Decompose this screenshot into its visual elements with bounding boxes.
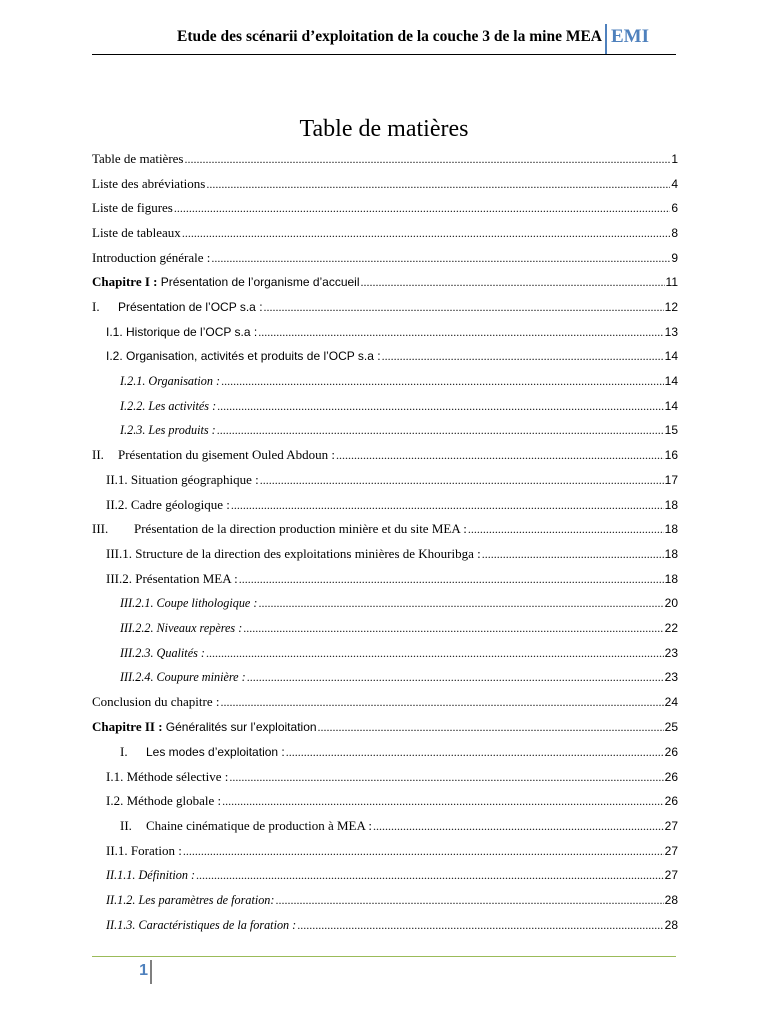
toc-entry-text: [92, 520, 467, 538]
toc-entry-text: [106, 792, 221, 810]
toc-page-number: 8: [671, 226, 678, 240]
toc-entry[interactable]: [92, 520, 678, 542]
toc-entry[interactable]: [92, 768, 678, 790]
toc-entry-text: [106, 768, 228, 786]
toc-dot-leader: [206, 646, 664, 661]
toc-entry[interactable]: [92, 150, 678, 172]
toc-page-number: 17: [664, 473, 678, 487]
toc-page-number: 24: [664, 695, 678, 709]
toc-entry-label: I.1. Méthode sélective :: [106, 769, 229, 784]
toc-page-number: 27: [664, 868, 678, 882]
toc-entry[interactable]: [92, 866, 678, 888]
toc-dot-leader: [297, 918, 663, 933]
toc-entry-number: I.: [120, 744, 128, 759]
toc-entry[interactable]: [92, 298, 678, 320]
header-org: EMI: [611, 26, 649, 47]
toc-dot-leader: [220, 695, 663, 710]
toc-entry-text: [106, 496, 230, 514]
toc-page-number: 25: [664, 720, 678, 734]
toc-page-number: 1: [671, 152, 678, 166]
toc-dot-leader: [260, 473, 664, 488]
toc-entry[interactable]: [92, 743, 678, 765]
toc-page-number: 18: [664, 547, 678, 561]
toc-dot-leader: [183, 844, 664, 859]
toc-entry-label: Liste de figures: [92, 200, 173, 215]
toc-entry-text: [92, 273, 360, 291]
toc-entry-text: [92, 693, 219, 711]
toc-page-number: 26: [664, 794, 678, 808]
toc-entry-label: I.2.3. Les produits :: [120, 423, 216, 437]
toc-entry-text: [92, 298, 263, 316]
toc-dot-leader: [174, 201, 670, 216]
toc-page-number: 14: [664, 349, 678, 363]
toc-page-number: 15: [664, 423, 678, 437]
toc-dot-leader: [196, 868, 664, 883]
toc-entry-label: Chaine cinématique de production à MEA :: [146, 818, 372, 833]
toc-entry-text: [92, 718, 317, 736]
toc-entry[interactable]: [92, 249, 678, 271]
footer-separator: [150, 960, 152, 984]
toc-entry[interactable]: [92, 792, 678, 814]
toc-entry-label: I.2. Organisation, activités et produits de l’OCP s.a :: [106, 349, 381, 363]
toc-dot-leader: [231, 498, 664, 513]
toc-entry-label: II.1. Situation géographique :: [106, 472, 259, 487]
toc-dot-leader: [229, 770, 663, 785]
toc-entry[interactable]: [92, 496, 678, 518]
toc-entry[interactable]: [92, 323, 678, 345]
toc-entry-text: [120, 817, 372, 835]
toc-entry[interactable]: [92, 471, 678, 493]
toc-dot-leader: [243, 621, 663, 636]
toc-dot-leader: [258, 596, 663, 611]
toc-dot-leader: [275, 893, 663, 908]
toc-entry[interactable]: [92, 644, 678, 666]
toc-entry-label: Conclusion du chapitre :: [92, 694, 220, 709]
toc-entry-text: [120, 619, 242, 637]
toc-dot-leader: [258, 325, 663, 340]
toc-entry-text: [120, 397, 216, 415]
toc-entry-text: [106, 471, 259, 489]
toc-entry-text: [92, 224, 181, 242]
toc-dot-leader: [247, 670, 664, 685]
toc-entry-label: Liste des abréviations: [92, 176, 206, 191]
toc-dot-leader: [336, 448, 664, 463]
toc-dot-leader: [221, 374, 664, 389]
toc-entry-label: Présentation de l’OCP s.a :: [118, 300, 263, 314]
toc-entry-label: III.1. Structure de la direction des exploitations minières de Khouribga :: [106, 546, 481, 561]
toc-entry-label: Chapitre I :: [92, 274, 161, 289]
toc-page-number: 27: [664, 819, 678, 833]
toc-dot-leader: [185, 152, 671, 167]
toc-dot-leader: [206, 177, 670, 192]
toc-entry-label: Généralités sur l’exploitation: [165, 720, 317, 734]
toc-entry-text: [106, 570, 238, 588]
toc-entry-text: [92, 150, 184, 168]
toc-entry[interactable]: [92, 693, 678, 715]
toc-page-number: 16: [664, 448, 678, 462]
toc-entry[interactable]: [92, 175, 678, 197]
toc-page-number: 18: [664, 498, 678, 512]
toc-dot-leader: [182, 226, 671, 241]
toc-entry-label: Table de matières: [92, 151, 184, 166]
toc-entry-text: [92, 199, 173, 217]
toc-dot-leader: [468, 522, 664, 537]
toc-entry-label: II.2. Cadre géologique :: [106, 497, 230, 512]
toc-page-number: 13: [664, 325, 678, 339]
toc-entry[interactable]: [92, 372, 678, 394]
toc-dot-leader: [286, 745, 664, 760]
toc-page-number: 12: [664, 300, 678, 314]
toc-entry[interactable]: [92, 668, 678, 690]
toc-entry-label: III.2.2. Niveaux repères :: [120, 621, 243, 635]
toc-dot-leader: [264, 300, 664, 315]
toc-entry-label: Les modes d’exploitation :: [146, 745, 285, 759]
toc-dot-leader: [211, 251, 670, 266]
toc-entry-label: III.2.1. Coupe lithologique :: [120, 596, 258, 610]
toc-page-number: 26: [664, 770, 678, 784]
toc-entry[interactable]: [92, 891, 678, 913]
toc-entry-number: III.: [92, 521, 109, 536]
toc-entry-label: II.1.3. Caractéristiques de la foration :: [106, 918, 297, 932]
toc-page-number: 11: [665, 275, 678, 289]
toc-entry-label: III.2.3. Qualités :: [120, 646, 205, 660]
toc-entry-label: III.2.4. Coupure minière :: [120, 670, 246, 684]
toc-dot-leader: [318, 720, 664, 735]
toc-entry[interactable]: [92, 619, 678, 641]
toc-dot-leader: [217, 399, 664, 414]
toc-dot-leader: [373, 819, 664, 834]
toc-entry-label: Chapitre II :: [92, 719, 166, 734]
toc-entry-text: [92, 446, 335, 464]
footer-page-number: 1: [139, 962, 148, 979]
toc-page-number: 4: [671, 177, 678, 191]
toc-entry-text: [120, 644, 205, 662]
toc-entry-label: I.2. Méthode globale :: [106, 793, 222, 808]
toc-entry[interactable]: [92, 545, 678, 567]
toc-page-number: 18: [664, 572, 678, 586]
toc-page-number: 23: [664, 670, 678, 684]
toc-page-number: 14: [664, 399, 678, 413]
toc-entry-label: II.1.2. Les paramètres de foration:: [106, 893, 275, 907]
toc-entry-number: II.: [120, 818, 132, 833]
toc-entry-text: [92, 249, 210, 267]
toc-page-number: 14: [664, 374, 678, 388]
toc-entry-label: II.1.1. Définition :: [106, 868, 196, 882]
toc-entry-text: [106, 323, 257, 341]
toc-page-number: 6: [671, 201, 678, 215]
toc-entry-label: I.1. Historique de l’OCP s.a :: [106, 325, 258, 339]
toc-page-number: 22: [664, 621, 678, 635]
toc-entry[interactable]: [92, 347, 678, 369]
toc-page-number: 9: [671, 251, 678, 265]
toc-entry[interactable]: [92, 446, 678, 468]
header-rule: [92, 54, 676, 55]
header-separator: [605, 24, 607, 54]
toc-entry-label: II.1. Foration :: [106, 843, 182, 858]
toc-page-number: 27: [664, 844, 678, 858]
toc-entry[interactable]: [92, 570, 678, 592]
toc-dot-leader: [482, 547, 664, 562]
toc-entry-text: [106, 866, 195, 884]
toc-entry-text: [106, 842, 182, 860]
toc-dot-leader: [239, 572, 664, 587]
toc-entry-label: Présentation de l’organisme d’accueil: [160, 275, 360, 289]
toc-entry-text: [120, 668, 246, 686]
toc-entry-text: [92, 175, 205, 193]
toc-entry-text: [120, 594, 257, 612]
toc-page-number: 26: [664, 745, 678, 759]
toc-entry-number: II.: [92, 447, 104, 462]
toc-entry-label: Présentation du gisement Ouled Abdoun :: [118, 447, 336, 462]
footer-rule: [92, 956, 676, 957]
toc-entry[interactable]: [92, 273, 678, 295]
toc-page-number: 28: [664, 918, 678, 932]
toc-entry-label: Introduction générale :: [92, 250, 211, 265]
toc-entry-number: I.: [92, 299, 100, 314]
page-header: [92, 24, 676, 54]
toc-entry[interactable]: [92, 916, 678, 938]
toc-entry[interactable]: [92, 397, 678, 419]
toc-entry-label: Liste de tableaux: [92, 225, 181, 240]
toc-entry-text: [106, 545, 481, 563]
toc-entry-label: III.2. Présentation MEA :: [106, 571, 238, 586]
toc-page-number: 23: [664, 646, 678, 660]
toc-entry-label: I.2.1. Organisation :: [120, 374, 221, 388]
toc-dot-leader: [382, 349, 664, 364]
toc-entry-label: I.2.2. Les activités :: [120, 399, 217, 413]
toc-entry[interactable]: [92, 224, 678, 246]
toc-page-number: 20: [664, 596, 678, 610]
toc-entry-label: Présentation de la direction production minière et du site MEA :: [134, 521, 467, 536]
toc-entry[interactable]: [92, 421, 678, 443]
toc-dot-leader: [217, 423, 664, 438]
toc-entry[interactable]: [92, 594, 678, 616]
toc-entry[interactable]: [92, 842, 678, 864]
toc-entry-text: [106, 347, 381, 365]
toc-dot-leader: [361, 275, 665, 290]
toc-page-number: 18: [664, 522, 678, 536]
toc-entry-text: [106, 916, 296, 934]
toc-entry[interactable]: [92, 718, 678, 740]
page-title: Table de matières: [299, 116, 469, 142]
toc-page-number: 28: [664, 893, 678, 907]
toc-entry[interactable]: [92, 817, 678, 839]
toc-entry-text: [120, 372, 220, 390]
toc-entry-text: [106, 891, 274, 909]
toc-entry[interactable]: [92, 199, 678, 221]
toc-entry-text: [120, 421, 216, 439]
header-title: Etude des scénarii d’exploitation de la couche 3 de la mine MEA: [177, 28, 602, 45]
toc-entry-text: [120, 743, 285, 761]
toc-dot-leader: [222, 794, 663, 809]
